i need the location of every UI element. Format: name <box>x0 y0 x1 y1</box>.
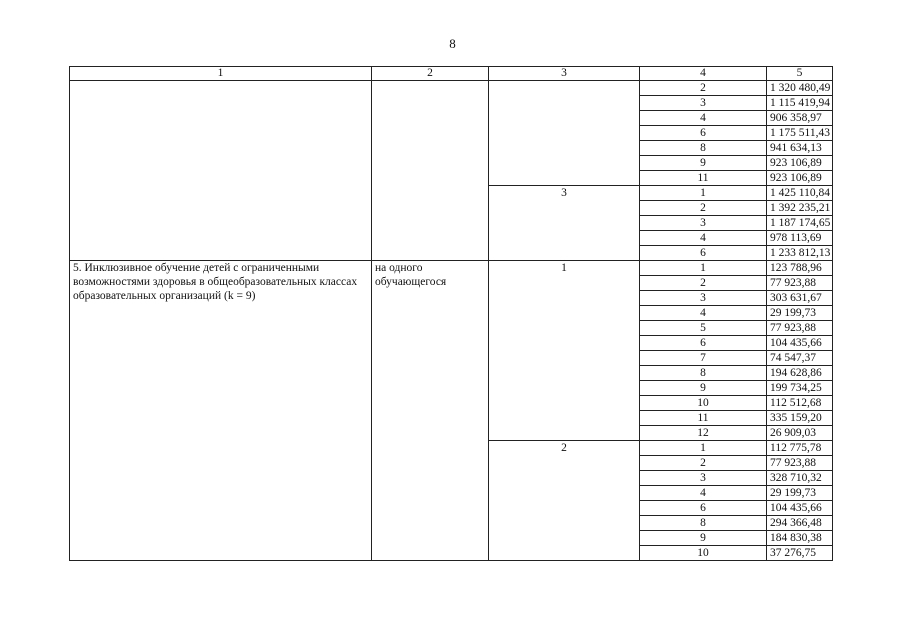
value-cell: 328 710,32 <box>767 471 833 486</box>
index-cell: 9 <box>640 156 767 171</box>
index-cell: 8 <box>640 516 767 531</box>
value-cell: 29 199,73 <box>767 306 833 321</box>
value-cell: 1 187 174,65 <box>767 216 833 231</box>
value-cell: 1 425 110,84 <box>767 186 833 201</box>
table-row <box>70 261 833 276</box>
value-cell: 26 909,03 <box>767 426 833 441</box>
index-cell: 6 <box>640 336 767 351</box>
value-cell: 77 923,88 <box>767 456 833 471</box>
value-cell: 1 320 480,49 <box>767 81 833 96</box>
category-cell: 5. Инклюзивное обучение детей с ограниченными возможностями здоровья в общеобразовательных классах образовательных организаций (k = 9) <box>70 261 372 561</box>
index-cell: 10 <box>640 396 767 411</box>
tariff-table <box>69 66 833 561</box>
index-cell: 2 <box>640 276 767 291</box>
value-cell: 1 115 419,94 <box>767 96 833 111</box>
index-cell: 2 <box>640 456 767 471</box>
category-cell <box>70 81 372 261</box>
value-cell: 112 775,78 <box>767 441 833 456</box>
index-cell: 6 <box>640 126 767 141</box>
index-cell: 9 <box>640 381 767 396</box>
index-cell: 3 <box>640 216 767 231</box>
unit-cell <box>372 81 489 261</box>
page-number: 8 <box>449 36 456 51</box>
index-cell: 3 <box>640 96 767 111</box>
index-cell: 2 <box>640 81 767 96</box>
index-cell: 8 <box>640 366 767 381</box>
value-cell: 335 159,20 <box>767 411 833 426</box>
value-cell: 29 199,73 <box>767 486 833 501</box>
value-cell: 104 435,66 <box>767 336 833 351</box>
value-cell: 199 734,25 <box>767 381 833 396</box>
index-cell: 9 <box>640 531 767 546</box>
header-cell-2: 2 <box>372 67 489 81</box>
value-cell: 74 547,37 <box>767 351 833 366</box>
index-cell: 11 <box>640 411 767 426</box>
index-cell: 6 <box>640 501 767 516</box>
value-cell: 1 175 511,43 <box>767 126 833 141</box>
value-cell: 77 923,88 <box>767 321 833 336</box>
group-cell: 2 <box>489 441 640 561</box>
index-cell: 3 <box>640 471 767 486</box>
value-cell: 978 113,69 <box>767 231 833 246</box>
value-cell: 194 628,86 <box>767 366 833 381</box>
header-cell-5: 5 <box>767 67 833 81</box>
value-cell: 303 631,67 <box>767 291 833 306</box>
value-cell: 112 512,68 <box>767 396 833 411</box>
group-cell: 1 <box>489 261 640 441</box>
index-cell: 1 <box>640 261 767 276</box>
value-cell: 923 106,89 <box>767 156 833 171</box>
index-cell: 4 <box>640 111 767 126</box>
header-cell-3: 3 <box>489 67 640 81</box>
value-cell: 294 366,48 <box>767 516 833 531</box>
index-cell: 4 <box>640 231 767 246</box>
index-cell: 11 <box>640 171 767 186</box>
group-cell: 3 <box>489 186 640 261</box>
value-cell: 104 435,66 <box>767 501 833 516</box>
value-cell: 941 634,13 <box>767 141 833 156</box>
value-cell: 37 276,75 <box>767 546 833 561</box>
index-cell: 1 <box>640 186 767 201</box>
index-cell: 8 <box>640 141 767 156</box>
index-cell: 5 <box>640 321 767 336</box>
index-cell: 6 <box>640 246 767 261</box>
index-cell: 1 <box>640 441 767 456</box>
index-cell: 4 <box>640 486 767 501</box>
unit-cell: на одного обучающегося <box>372 261 489 561</box>
index-cell: 2 <box>640 201 767 216</box>
value-cell: 1 392 235,21 <box>767 201 833 216</box>
index-cell: 4 <box>640 306 767 321</box>
index-cell: 7 <box>640 351 767 366</box>
header-cell-1: 1 <box>70 67 372 81</box>
table-header-row <box>70 67 833 81</box>
value-cell: 123 788,96 <box>767 261 833 276</box>
value-cell: 1 233 812,13 <box>767 246 833 261</box>
index-cell: 12 <box>640 426 767 441</box>
value-cell: 77 923,88 <box>767 276 833 291</box>
value-cell: 923 106,89 <box>767 171 833 186</box>
group-cell <box>489 81 640 186</box>
table-row <box>70 81 833 96</box>
value-cell: 906 358,97 <box>767 111 833 126</box>
value-cell: 184 830,38 <box>767 531 833 546</box>
index-cell: 10 <box>640 546 767 561</box>
index-cell: 3 <box>640 291 767 306</box>
header-cell-4: 4 <box>640 67 767 81</box>
